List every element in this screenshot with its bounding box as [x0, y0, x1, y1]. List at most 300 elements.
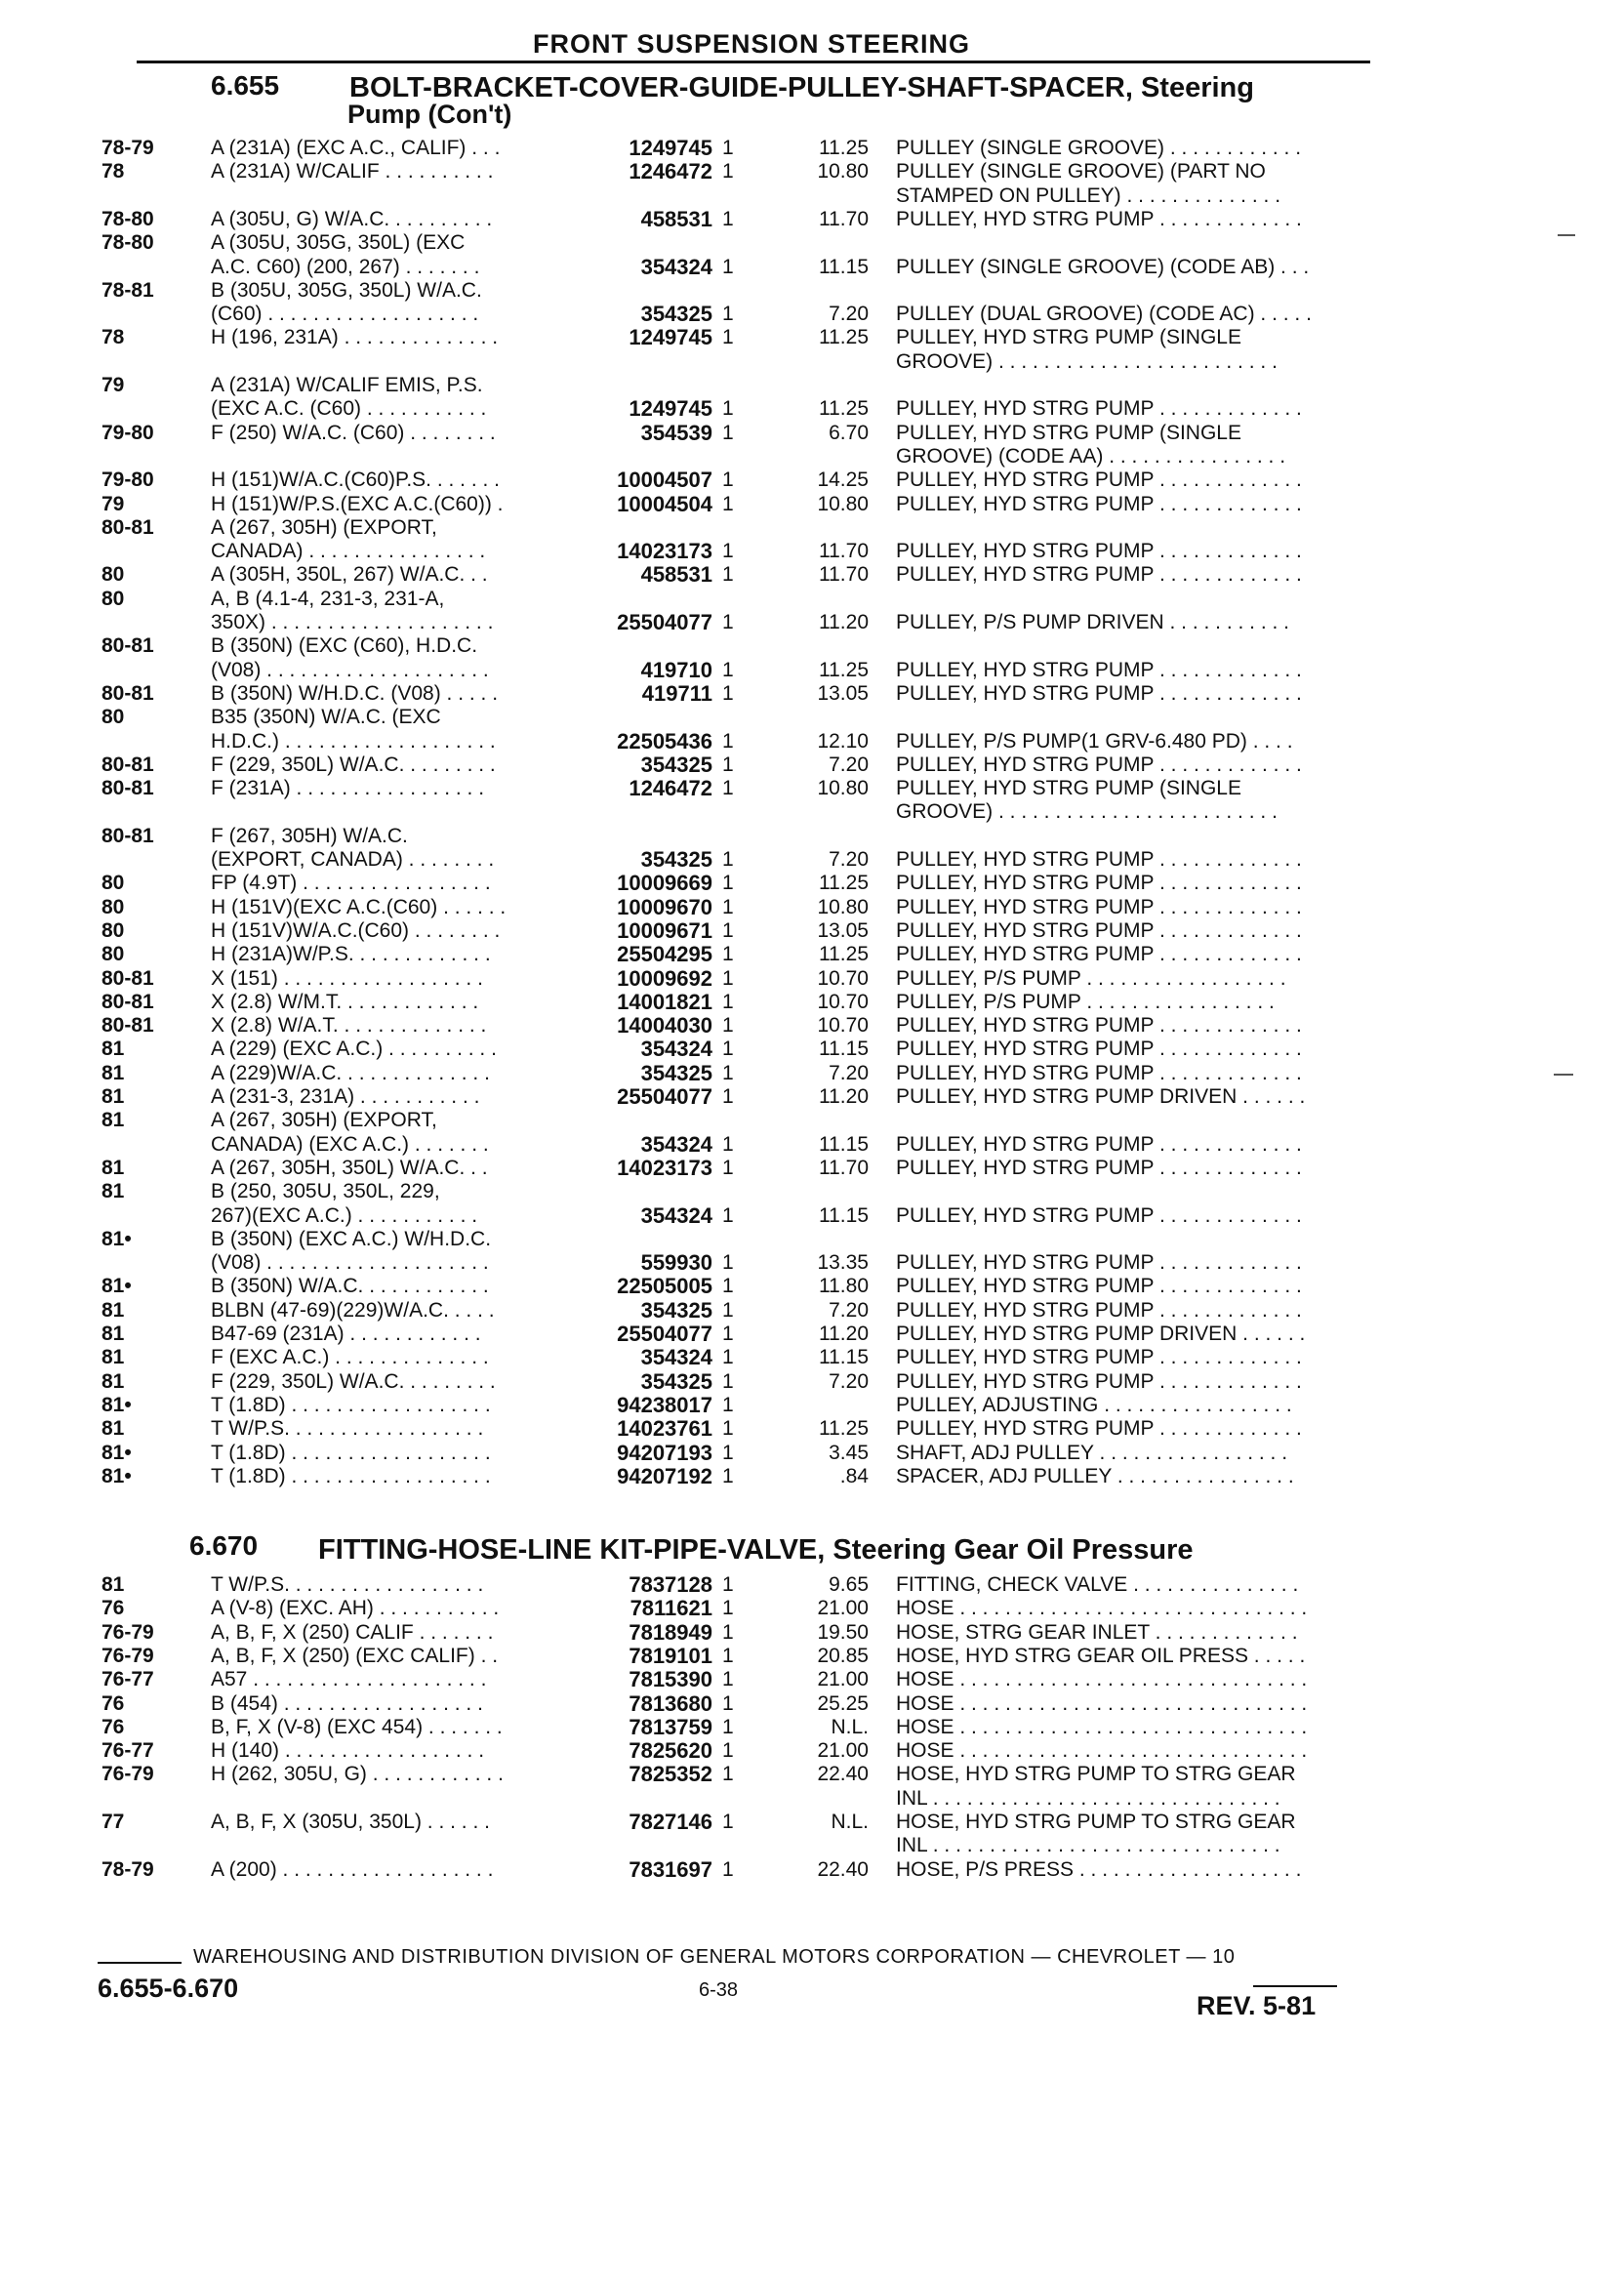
model-year: 80-81	[102, 515, 154, 539]
application: CANADA) . . . . . . . . . . . . . . . .	[211, 540, 486, 563]
model-year: 80-81	[102, 777, 154, 800]
application: B, F, X (V-8) (EXC 454) . . . . . . .	[211, 1715, 503, 1738]
table-row	[0, 1204, 1624, 1228]
quantity: 1	[722, 255, 734, 278]
part-number: 7811621	[629, 1596, 712, 1621]
table-row	[0, 682, 1624, 706]
table-row	[0, 1645, 1624, 1668]
application: B (350N) W/H.D.C. (V08) . . . . .	[211, 681, 499, 705]
model-year: 81	[102, 1061, 125, 1084]
table-row	[0, 1251, 1624, 1275]
table-row	[0, 1038, 1624, 1061]
quantity: 1	[722, 729, 734, 753]
part-number: 354325	[640, 1060, 712, 1085]
section-title: BOLT-BRACKET-COVER-GUIDE-PULLEY-SHAFT-SPACER, Steering	[349, 72, 1254, 103]
table-row	[0, 468, 1624, 492]
quantity: 1	[722, 918, 734, 942]
price: 21.00	[817, 1668, 869, 1691]
price: 11.15	[819, 255, 869, 278]
application: A (V-8) (EXC. AH) . . . . . . . . . . .	[211, 1597, 500, 1620]
model-year: 81	[102, 1038, 125, 1061]
price: 3.45	[829, 1441, 869, 1464]
description: HOSE, P/S PRESS . . . . . . . . . . . . . . . . . . . .	[896, 1857, 1302, 1881]
part-number: 354324	[640, 1131, 712, 1157]
quantity: 1	[722, 658, 734, 681]
model-year: 76-79	[102, 1644, 154, 1667]
table-row	[0, 160, 1624, 183]
description: PULLEY, HYD STRG PUMP . . . . . . . . . . . . .	[896, 1298, 1302, 1322]
part-number: 1249745	[629, 136, 712, 160]
application: B (305U, 305G, 350L) W/A.C.	[211, 278, 482, 302]
price: 11.25	[819, 326, 869, 349]
quantity: 1	[722, 1668, 734, 1691]
description: PULLEY, HYD STRG PUMP . . . . . . . . . . . . .	[896, 1038, 1302, 1061]
quantity: 1	[722, 1038, 734, 1061]
application: A (305U, 305G, 350L) (EXC	[211, 231, 466, 255]
table-row	[0, 825, 1624, 848]
application: B35 (350N) W/A.C. (EXC	[211, 706, 441, 729]
part-number: 7815390	[629, 1667, 712, 1692]
application: A (231A) W/CALIF . . . . . . . . . .	[211, 160, 494, 183]
application: (EXC A.C. (C60) . . . . . . . . . . .	[211, 397, 487, 421]
price: 10.80	[817, 777, 869, 800]
quantity: 1	[722, 1275, 734, 1298]
price: 7.20	[829, 1298, 869, 1322]
quantity: 1	[722, 160, 734, 183]
part-number: 419711	[641, 680, 712, 706]
part-number: 7837128	[629, 1572, 712, 1597]
quantity: 1	[722, 468, 734, 492]
price: 7.20	[829, 1369, 869, 1393]
part-number: 25504077	[617, 1322, 712, 1346]
price: 11.25	[819, 137, 869, 159]
table-row	[0, 1417, 1624, 1441]
application: F (231A) . . . . . . . . . . . . . . . . .	[211, 777, 485, 800]
price: N.L.	[831, 1811, 869, 1833]
model-year: 81•	[102, 1464, 132, 1487]
table-row	[0, 1621, 1624, 1645]
application: A (267, 305H) (EXPORT,	[211, 1109, 437, 1132]
quantity: 1	[722, 1014, 734, 1038]
price: 10.80	[817, 160, 869, 183]
table-row	[0, 1275, 1624, 1298]
price: 11.80	[819, 1275, 869, 1298]
part-number: 7813759	[629, 1714, 712, 1739]
table-row	[0, 753, 1624, 777]
quantity: 1	[722, 563, 734, 587]
model-year: 76	[102, 1691, 125, 1715]
model-year: 81	[102, 1573, 125, 1596]
table-row	[0, 659, 1624, 682]
application: A (305H, 350L, 267) W/A.C. . .	[211, 563, 488, 587]
part-number: 1246472	[629, 776, 712, 801]
part-number: 7825352	[629, 1762, 712, 1787]
price: 7.20	[829, 1061, 869, 1084]
model-year: 76-79	[102, 1763, 154, 1786]
price: 11.25	[819, 397, 869, 421]
description: PULLEY, HYD STRG PUMP . . . . . . . . . . . . .	[896, 918, 1302, 942]
table-row	[0, 1180, 1624, 1203]
application: CANADA) (EXC A.C.) . . . . . . .	[211, 1132, 489, 1156]
application: X (151) . . . . . . . . . . . . . . . . . .	[211, 966, 483, 990]
price: 10.80	[817, 895, 869, 918]
model-year: 79-80	[102, 468, 154, 492]
table-row	[0, 303, 1624, 326]
description: PULLEY, ADJUSTING . . . . . . . . . . . . . . . . .	[896, 1393, 1292, 1416]
description: INL . . . . . . . . . . . . . . . . . . . . . . . . . . . . . . .	[896, 1786, 1280, 1810]
model-year: 81	[102, 1298, 125, 1322]
application: A (229)W/A.C. . . . . . . . . . . . . .	[211, 1061, 490, 1084]
price: 7.20	[829, 848, 869, 871]
quantity: 1	[722, 207, 734, 230]
application: A (231A) (EXC A.C., CALIF) . . .	[211, 137, 501, 159]
price: 11.20	[819, 611, 869, 633]
part-number: 559930	[640, 1250, 712, 1276]
model-year: 80-81	[102, 824, 154, 847]
price: 10.80	[817, 492, 869, 515]
model-year: 80-81	[102, 753, 154, 776]
application: A (229) (EXC A.C.) . . . . . . . . . .	[211, 1038, 497, 1061]
description: PULLEY, P/S PUMP . . . . . . . . . . . . . . . . . .	[896, 966, 1286, 990]
model-year: 81•	[102, 1441, 132, 1464]
model-year: 78	[102, 326, 125, 349]
model-year: 76-79	[102, 1620, 154, 1644]
table-row	[0, 1716, 1624, 1739]
model-year: 76	[102, 1597, 125, 1620]
description: PULLEY, HYD STRG PUMP . . . . . . . . . . . . .	[896, 1369, 1302, 1393]
model-year: 81•	[102, 1275, 132, 1298]
application: A, B, F, X (250) (EXC CALIF) . .	[211, 1644, 499, 1667]
description: PULLEY, HYD STRG PUMP . . . . . . . . . . . . .	[896, 1275, 1302, 1298]
description: PULLEY, HYD STRG PUMP DRIVEN . . . . . .	[896, 1085, 1306, 1108]
application: A (200) . . . . . . . . . . . . . . . . . . .	[211, 1857, 494, 1881]
part-number: 10009692	[617, 965, 712, 991]
part-number: 354325	[640, 752, 712, 777]
quantity: 1	[722, 1715, 734, 1738]
application: H (151V)(EXC A.C.(C60) . . . . . .	[211, 895, 507, 918]
table-row	[0, 967, 1624, 991]
price: 11.70	[819, 540, 869, 563]
table-row	[0, 1763, 1624, 1786]
table-row	[0, 1109, 1624, 1132]
application: (V08) . . . . . . . . . . . . . . . . . . . .	[211, 658, 489, 681]
table-row	[0, 1346, 1624, 1369]
application: FP (4.9T) . . . . . . . . . . . . . . . . .	[211, 872, 491, 895]
table-row	[0, 137, 1624, 160]
quantity: 1	[722, 753, 734, 776]
scan-mark	[1558, 234, 1575, 236]
description: PULLEY, HYD STRG PUMP . . . . . . . . . . . . .	[896, 872, 1302, 895]
table-row	[0, 350, 1624, 374]
description: PULLEY (SINGLE GROOVE) (CODE AB) . . .	[896, 255, 1310, 278]
model-year: 78	[102, 160, 125, 183]
price: 21.00	[817, 1739, 869, 1763]
table-row	[0, 634, 1624, 658]
table-row	[0, 1834, 1624, 1857]
price: 25.25	[817, 1691, 869, 1715]
price: 14.25	[817, 468, 869, 492]
table-row	[0, 1228, 1624, 1251]
table-row	[0, 1157, 1624, 1180]
part-number: 354324	[640, 254, 712, 279]
quantity: 1	[722, 1085, 734, 1108]
model-year: 79	[102, 374, 125, 396]
application: T (1.8D) . . . . . . . . . . . . . . . . . .	[211, 1393, 491, 1416]
quantity: 1	[722, 966, 734, 990]
price: 10.70	[817, 990, 869, 1013]
part-number: 10009671	[617, 917, 712, 943]
part-number: 10004507	[617, 468, 712, 493]
description: PULLEY, HYD STRG PUMP . . . . . . . . . . . . .	[896, 681, 1302, 705]
table-row	[0, 1465, 1624, 1488]
price: 22.40	[817, 1763, 869, 1786]
quantity: 1	[722, 1203, 734, 1227]
quantity: 1	[722, 895, 734, 918]
table-row	[0, 1668, 1624, 1691]
part-number: 14001821	[617, 989, 712, 1014]
price: 20.85	[817, 1644, 869, 1667]
footer-section-range: 6.655-6.670	[98, 1974, 239, 2003]
description: PULLEY, P/S PUMP(1 GRV-6.480 PD) . . . .	[896, 729, 1293, 753]
part-number: 22505436	[617, 728, 712, 753]
part-number: 10009670	[617, 894, 712, 919]
table-row	[0, 540, 1624, 563]
model-year: 76	[102, 1715, 125, 1738]
application: A, B, F, X (305U, 350L) . . . . . .	[211, 1811, 490, 1833]
description: PULLEY (SINGLE GROOVE) (PART NO	[896, 160, 1266, 183]
description: PULLEY, HYD STRG PUMP . . . . . . . . . . . . .	[896, 1251, 1302, 1275]
part-number: 14023173	[617, 539, 712, 564]
application: A57 . . . . . . . . . . . . . . . . . . . . .	[211, 1668, 487, 1691]
application: B (350N) (EXC (C60), H.D.C.	[211, 634, 478, 658]
table-row	[0, 800, 1624, 824]
table-row	[0, 1597, 1624, 1620]
price: 11.20	[819, 1085, 869, 1108]
application: A (305U, G) W/A.C. . . . . . . . . .	[211, 207, 493, 230]
quantity: 1	[722, 1323, 734, 1345]
model-year: 80	[102, 706, 125, 729]
application: (V08) . . . . . . . . . . . . . . . . . . . .	[211, 1251, 489, 1275]
table-row	[0, 872, 1624, 895]
footer-rule-right	[1253, 1985, 1337, 1987]
table-row	[0, 730, 1624, 753]
price: 11.15	[819, 1132, 869, 1156]
description: PULLEY, HYD STRG PUMP . . . . . . . . . . . . .	[896, 1156, 1302, 1179]
price: 13.05	[817, 681, 869, 705]
quantity: 1	[722, 421, 734, 444]
model-year: 80	[102, 943, 125, 966]
description: PULLEY, HYD STRG PUMP DRIVEN . . . . . .	[896, 1323, 1306, 1345]
application: B47-69 (231A) . . . . . . . . . . . .	[211, 1323, 481, 1345]
application: F (229, 350L) W/A.C. . . . . . . . .	[211, 1369, 496, 1393]
part-number: 7813680	[629, 1690, 712, 1716]
part-number: 458531	[640, 206, 712, 231]
section-subtitle: Pump (Con't)	[347, 100, 512, 129]
model-year: 80-81	[102, 681, 154, 705]
price: 9.65	[829, 1573, 869, 1596]
description: HOSE . . . . . . . . . . . . . . . . . . . . . . . . . . . . . . .	[896, 1668, 1308, 1691]
part-number: 1246472	[629, 159, 712, 184]
part-number: 354325	[640, 1368, 712, 1394]
part-number: 354539	[640, 420, 712, 445]
model-year: 80-81	[102, 1014, 154, 1038]
quantity: 1	[722, 1369, 734, 1393]
part-number: 1249745	[629, 325, 712, 350]
quantity: 1	[722, 1739, 734, 1763]
table-row	[0, 991, 1624, 1014]
model-year: 80	[102, 918, 125, 942]
description: PULLEY, HYD STRG PUMP . . . . . . . . . . . . .	[896, 943, 1302, 966]
part-number: 25504077	[617, 1084, 712, 1109]
quantity: 1	[722, 1298, 734, 1322]
description: PULLEY, HYD STRG PUMP . . . . . . . . . . . . .	[896, 848, 1302, 871]
description: PULLEY, HYD STRG PUMP . . . . . . . . . . . . .	[896, 1132, 1302, 1156]
table-row	[0, 231, 1624, 255]
table-row	[0, 1014, 1624, 1038]
table-row	[0, 1692, 1624, 1716]
application: B (250, 305U, 350L, 229,	[211, 1180, 440, 1203]
table-row	[0, 516, 1624, 540]
price: 7.20	[829, 753, 869, 776]
application: A (231-3, 231A) . . . . . . . . . . .	[211, 1085, 480, 1108]
application: A (267, 305H) (EXPORT,	[211, 515, 437, 539]
table-row	[0, 896, 1624, 919]
part-number: 25504077	[617, 610, 712, 634]
table-row	[0, 1394, 1624, 1417]
part-number: 354324	[640, 1345, 712, 1370]
application: T W/P.S. . . . . . . . . . . . . . . . . .	[211, 1417, 484, 1441]
price: .84	[839, 1464, 869, 1487]
model-year: 81•	[102, 1393, 132, 1416]
part-number: 94207193	[617, 1440, 712, 1465]
application: H (151)W/P.S.(EXC A.C.(C60)) .	[211, 492, 504, 515]
application: T (1.8D) . . . . . . . . . . . . . . . . . .	[211, 1464, 491, 1487]
model-year: 80-81	[102, 966, 154, 990]
application: F (EXC A.C.) . . . . . . . . . . . . . .	[211, 1346, 489, 1369]
quantity: 1	[722, 1061, 734, 1084]
application: A, B, F, X (250) CALIF . . . . . . .	[211, 1620, 494, 1644]
application: H (151V)W/A.C.(C60) . . . . . . . .	[211, 918, 501, 942]
model-year: 81	[102, 1109, 125, 1132]
description: PULLEY (DUAL GROOVE) (CODE AC) . . . . .	[896, 303, 1312, 326]
part-number: 1249745	[629, 396, 712, 422]
quantity: 1	[722, 303, 734, 326]
model-year: 78-79	[102, 137, 154, 159]
model-year: 81•	[102, 1227, 132, 1250]
part-number: 354324	[640, 1037, 712, 1062]
price: 10.70	[817, 1014, 869, 1038]
model-year: 81	[102, 1417, 125, 1441]
application: A (231A) W/CALIF EMIS, P.S.	[211, 374, 483, 396]
price: 11.15	[819, 1203, 869, 1227]
price: 11.25	[819, 1417, 869, 1441]
price: 22.40	[817, 1857, 869, 1881]
section-number: 6.670	[189, 1530, 259, 1561]
quantity: 1	[722, 990, 734, 1013]
description: INL . . . . . . . . . . . . . . . . . . . . . . . . . . . . . . .	[896, 1834, 1280, 1857]
description: PULLEY, HYD STRG PUMP . . . . . . . . . . . . .	[896, 1417, 1302, 1441]
part-number: 14004030	[617, 1013, 712, 1038]
description: STAMPED ON PULLEY) . . . . . . . . . . . . . .	[896, 183, 1281, 207]
scan-mark	[1554, 1074, 1573, 1076]
table-row	[0, 184, 1624, 208]
part-number: 354324	[640, 1202, 712, 1228]
application: A.C. C60) (200, 267) . . . . . . .	[211, 255, 480, 278]
table-row	[0, 374, 1624, 397]
quantity: 1	[722, 1763, 734, 1786]
table-row	[0, 326, 1624, 349]
part-number: 458531	[640, 562, 712, 588]
application: H (151)W/A.C.(C60)P.S. . . . . . .	[211, 468, 501, 492]
model-year: 79	[102, 492, 125, 515]
application: B (350N) (EXC A.C.) W/H.D.C.	[211, 1227, 492, 1250]
description: PULLEY, HYD STRG PUMP . . . . . . . . . . . . .	[896, 753, 1302, 776]
header-rule	[137, 61, 1370, 63]
table-row	[0, 706, 1624, 729]
description: HOSE, STRG GEAR INLET . . . . . . . . . . . . .	[896, 1620, 1298, 1644]
application: 350X) . . . . . . . . . . . . . . . . . . . .	[211, 611, 494, 633]
application: X (2.8) W/M.T. . . . . . . . . . . . .	[211, 990, 479, 1013]
table-row	[0, 1299, 1624, 1323]
model-year: 78-80	[102, 207, 154, 230]
application: H (196, 231A) . . . . . . . . . . . . . .	[211, 326, 499, 349]
description: PULLEY, HYD STRG PUMP (SINGLE	[896, 777, 1241, 800]
description: PULLEY, HYD STRG PUMP . . . . . . . . . . . . .	[896, 492, 1302, 515]
description: GROOVE) (CODE AA) . . . . . . . . . . . . . . . .	[896, 444, 1286, 468]
table-row	[0, 611, 1624, 634]
table-row	[0, 1133, 1624, 1157]
quantity: 1	[722, 681, 734, 705]
application: B (350N) W/A.C. . . . . . . . . . . .	[211, 1275, 489, 1298]
description: HOSE . . . . . . . . . . . . . . . . . . . . . . . . . . . . . . .	[896, 1715, 1308, 1738]
application: F (267, 305H) W/A.C.	[211, 824, 408, 847]
table-row	[0, 943, 1624, 966]
section-number: 6.655	[211, 70, 280, 101]
description: PULLEY, HYD STRG PUMP . . . . . . . . . . . . .	[896, 1346, 1302, 1369]
model-year: 81	[102, 1369, 125, 1393]
model-year: 80	[102, 872, 125, 895]
table-row	[0, 493, 1624, 516]
quantity: 1	[722, 1417, 734, 1441]
model-year: 76-77	[102, 1668, 154, 1691]
quantity: 1	[722, 137, 734, 159]
section-title: FITTING-HOSE-LINE KIT-PIPE-VALVE, Steering Gear Oil Pressure	[318, 1534, 1194, 1566]
model-year: 81	[102, 1156, 125, 1179]
price: 11.70	[819, 207, 869, 230]
quantity: 1	[722, 326, 734, 349]
description: PULLEY, HYD STRG PUMP . . . . . . . . . . . . .	[896, 895, 1302, 918]
quantity: 1	[722, 1811, 734, 1833]
table-row	[0, 563, 1624, 587]
description: SHAFT, ADJ PULLEY . . . . . . . . . . . . . . . . .	[896, 1441, 1288, 1464]
description: HOSE . . . . . . . . . . . . . . . . . . . . . . . . . . . . . . .	[896, 1691, 1308, 1715]
quantity: 1	[722, 1857, 734, 1881]
description: PULLEY, HYD STRG PUMP (SINGLE	[896, 326, 1241, 349]
application: A (267, 305H, 350L) W/A.C. . .	[211, 1156, 488, 1179]
table-row	[0, 919, 1624, 943]
table-row	[0, 1787, 1624, 1811]
footer-revision: REV. 5-81	[1197, 1991, 1317, 2020]
model-year: 80	[102, 563, 125, 587]
quantity: 1	[722, 611, 734, 633]
quantity: 1	[722, 492, 734, 515]
application: H.D.C.) . . . . . . . . . . . . . . . . . . .	[211, 729, 496, 753]
part-number: 10009669	[617, 871, 712, 896]
part-number: 7827146	[629, 1810, 712, 1834]
part-number: 10004504	[617, 491, 712, 516]
price: 11.15	[819, 1038, 869, 1061]
table-row	[0, 777, 1624, 800]
